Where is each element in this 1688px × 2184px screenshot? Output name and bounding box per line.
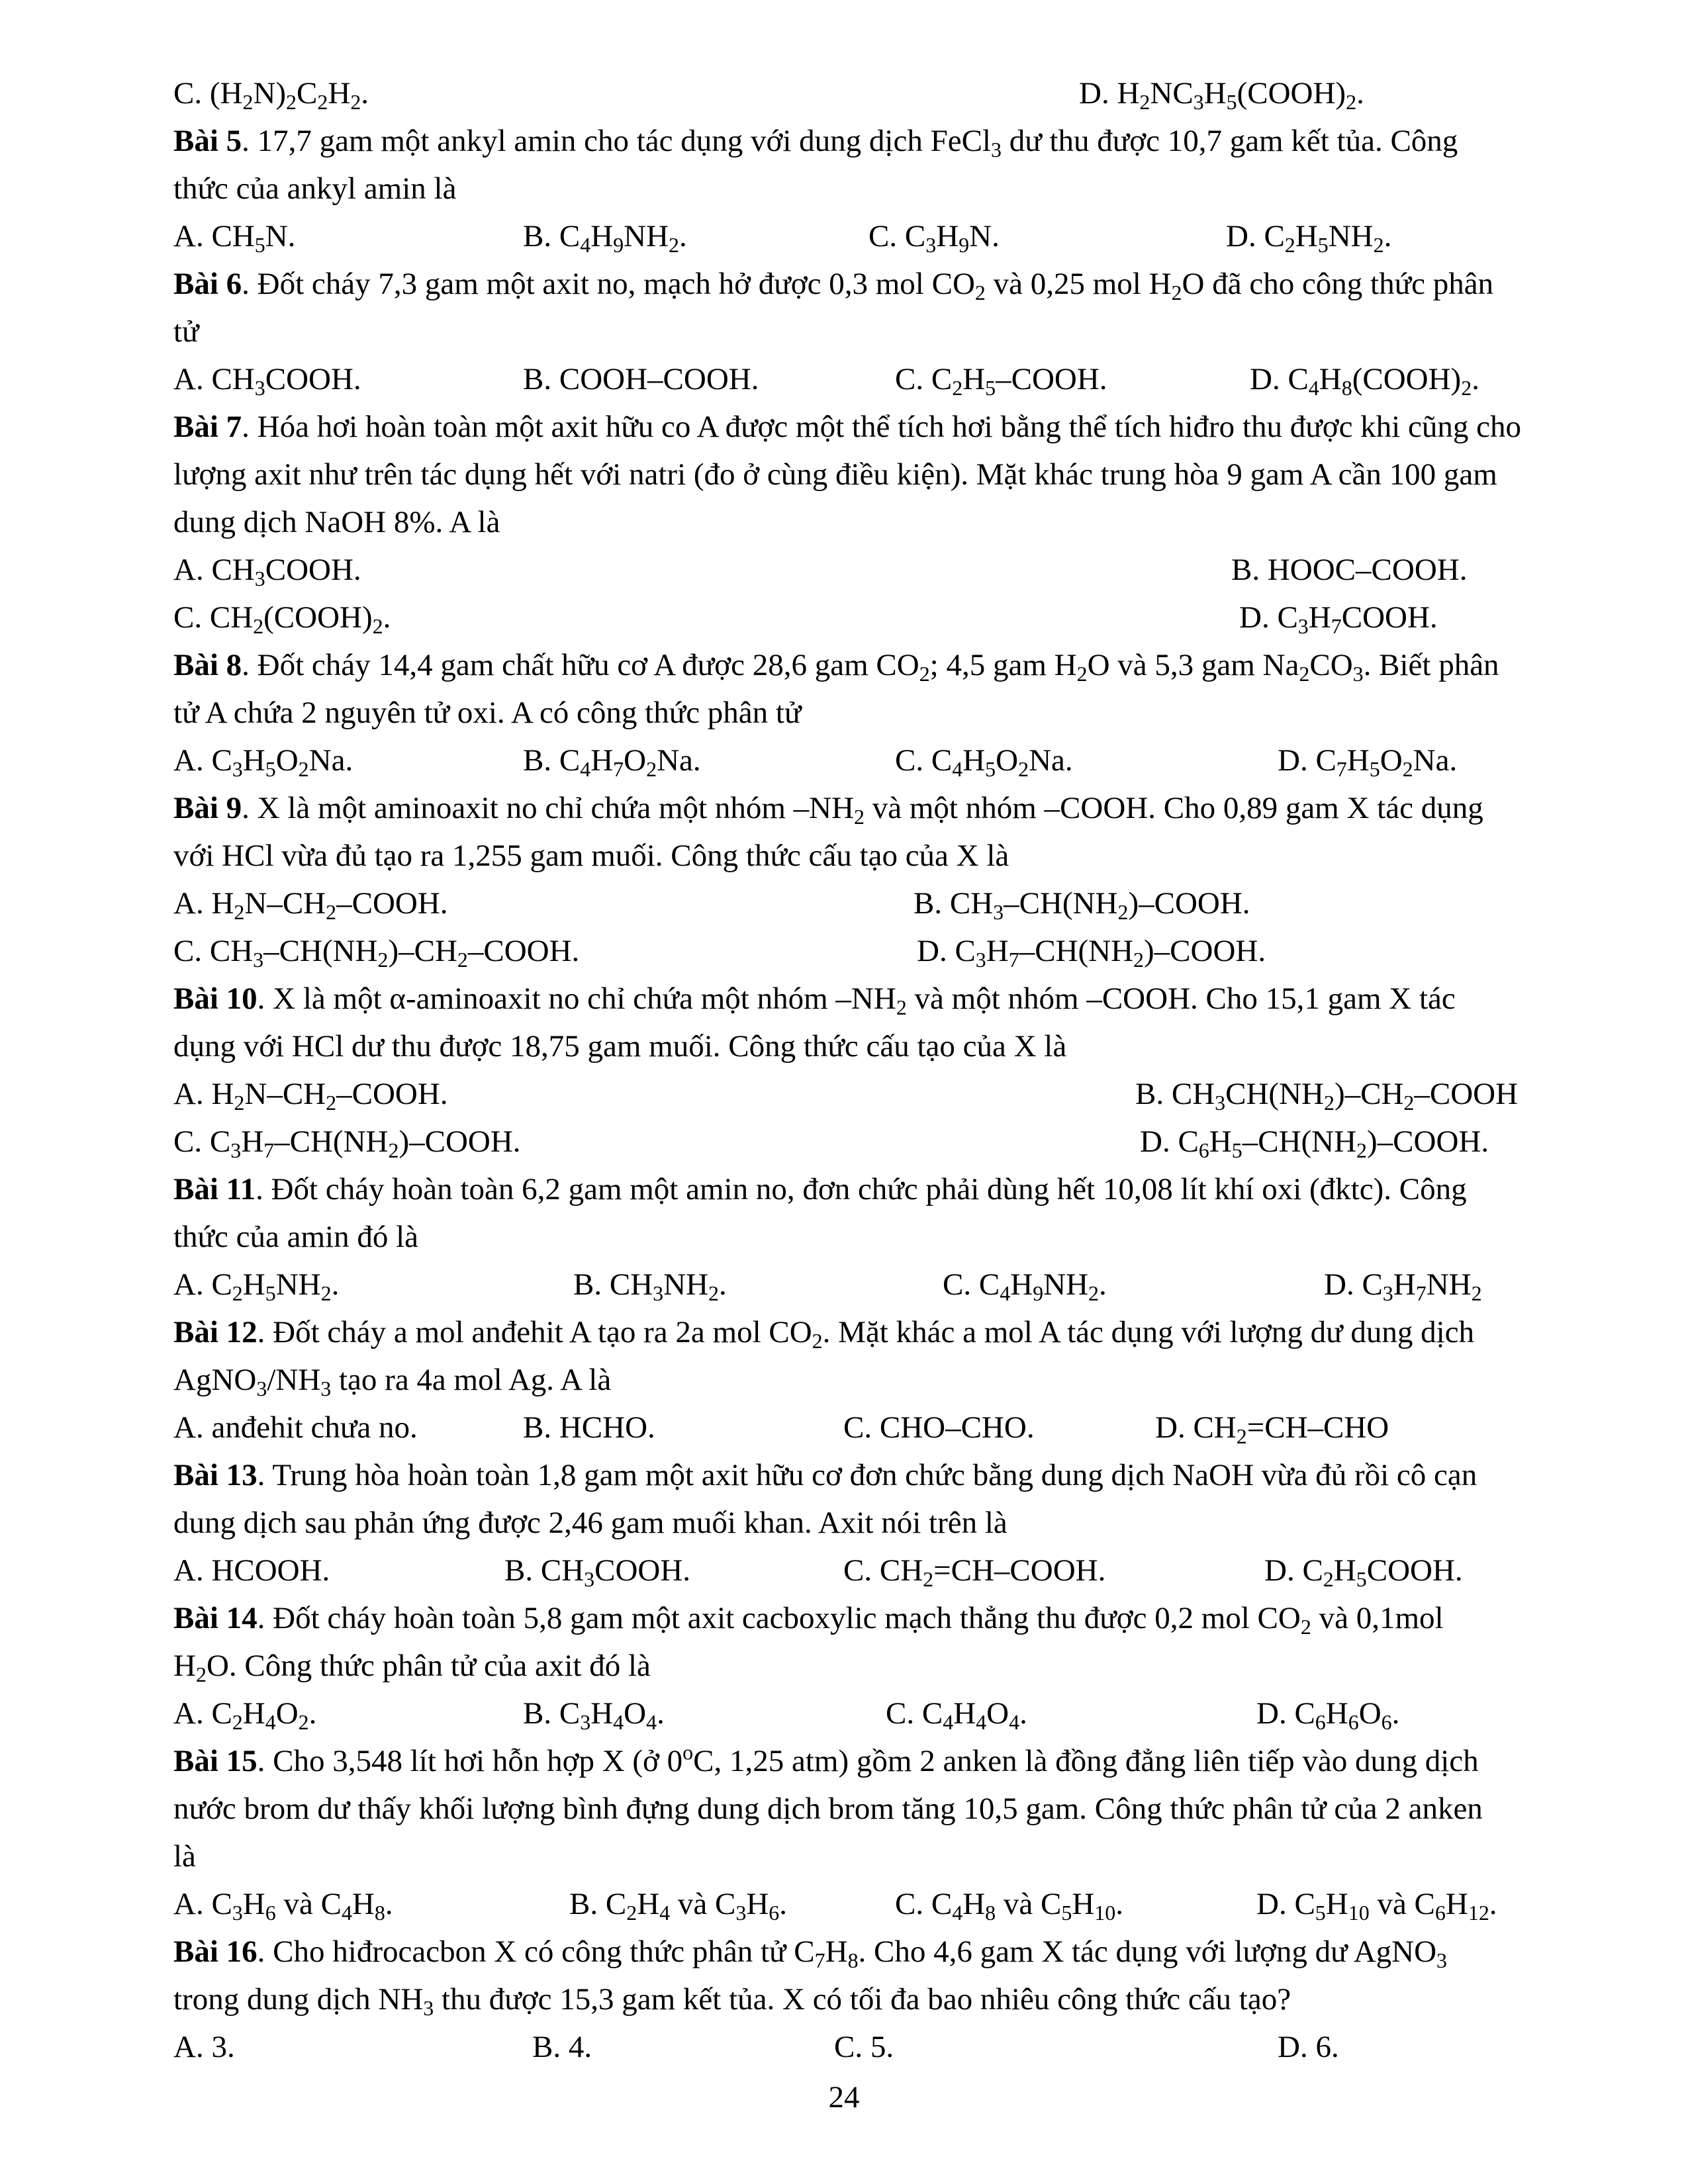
option-d: D. $C_4H_8(COOH)_2$. xyxy=(1250,362,1479,400)
option-b: B. $CH_3-CH(NH_2)$–COOH. xyxy=(914,886,1250,924)
option-a: A. $C_3H_5O_2Na$. xyxy=(173,743,353,781)
page-number: 24 xyxy=(828,2080,860,2115)
option-d: D. $C_2H_5COOH$. xyxy=(1264,1553,1463,1591)
option-d: D. $C_6H_6O_6$. xyxy=(1256,1696,1400,1734)
option-d: D. $C_3H_7-CH(NH_2)$–COOH. xyxy=(917,934,1266,972)
question-text: là xyxy=(173,1839,196,1874)
option-c: C. $C_4H_4O_4$. xyxy=(886,1696,1027,1734)
option-a: A. anđehit chưa no. xyxy=(173,1410,418,1445)
option-b: B. $CH_3COOH$. xyxy=(504,1553,691,1591)
option-b: B. $CH_3CH(NH_2)-CH_2$–COOH xyxy=(1135,1077,1519,1115)
option-c: C. $CH_2(COOH)_2$. xyxy=(173,600,391,638)
option-c: C. CHO–CHO. xyxy=(843,1410,1035,1445)
question-text: thức của amin đó là xyxy=(173,1220,419,1254)
question-text: dung dịch sau phản ứng được 2,46 gam muối khan. Axit nói trên là xyxy=(173,1506,1008,1540)
question-text: dụng với HCl dư thu được 18,75 gam muối. Công thức cấu tạo của X là xyxy=(173,1029,1067,1064)
option-d: D. $C_3H_7NH_2$ xyxy=(1324,1267,1482,1305)
option-d: D. $C_6H_5-CH(NH_2)$–COOH. xyxy=(1140,1124,1489,1162)
option-a: A. HCOOH. xyxy=(173,1553,330,1588)
question-8: Bài 8. Đốt cháy 14,4 gam chất hữu cơ A được 28,6 gam $CO_2$; 4,5 gam $H_2O$ và 5,3 gam $Na_2CO_3$. Biết phân xyxy=(173,648,1499,686)
option-c: C. $CH_3-CH(NH_2)-CH_2$–COOH. xyxy=(173,934,580,972)
option-a: A. $CH_5N$. xyxy=(173,219,296,257)
question-16: Bài 16. Cho hiđrocacbon X có công thức phân tử $C_7H_8$. Cho 4,6 gam X tác dụng với lượng dư AgNO$_3$ xyxy=(173,1934,1448,1972)
option-a: A. $C_3H_6$ và $C_4H_8$. xyxy=(173,1887,393,1925)
option-b: B. $C_2H_4$ và $C_3H_6$. xyxy=(569,1887,788,1925)
option-b: B. $C_3H_4O_4$. xyxy=(523,1696,665,1734)
option-c: C. $C_4H_9NH_2$. xyxy=(943,1267,1107,1305)
question-text: $H_2O$. Công thức phân tử của axit đó là xyxy=(173,1649,651,1686)
question-13: Bài 13. Trung hòa hoàn toàn 1,8 gam một axit hữu cơ đơn chức bằng dung dịch NaOH vừa đủ rồi cô cạn xyxy=(173,1458,1477,1492)
option-b: B. $C_4H_9NH_2$. xyxy=(523,219,687,257)
option-a: A. $CH_3COOH$. xyxy=(173,553,361,590)
option-c: C. $C_3H_7-CH(NH_2)$–COOH. xyxy=(173,1124,521,1162)
option-d: D. 6. xyxy=(1278,2030,1339,2064)
option-b: B. HOOC–COOH. xyxy=(1231,553,1468,587)
question-11: Bài 11. Đốt cháy hoàn toàn 6,2 gam một amin no, đơn chức phải dùng hết 10,08 lít khí oxi (đktc). Công xyxy=(173,1172,1467,1206)
option-d: D. $CH_2=CH$–CHO xyxy=(1155,1410,1389,1448)
option-b: B. $CH_3NH_2$. xyxy=(573,1267,727,1305)
option-a: A. $CH_3COOH$. xyxy=(173,362,361,400)
option-b: B. COOH–COOH. xyxy=(523,362,759,396)
question-text: trong dung dịch $NH_3$ thu được 15,3 gam kết tủa. X có tối đa bao nhiêu công thức cấu tạo? xyxy=(173,1982,1291,2020)
option-a: A. 3. xyxy=(173,2030,235,2064)
question-15: Bài 15. Cho 3,548 lít hơi hỗn hợp X (ở 0$^o$C, 1,25 atm) gồm 2 anken là đồng đẳng liên tiếp vào dung dịch xyxy=(173,1741,1479,1778)
question-9: Bài 9. X là một aminoaxit no chỉ chứa một nhóm $-NH_2$ và một nhóm –COOH. Cho 0,89 gam X tác dụng xyxy=(173,791,1483,829)
option-c: C. $(H_2N)_2C_2H_2$. xyxy=(173,76,369,114)
question-12: Bài 12. Đốt cháy a mol anđehit A tạo ra 2a mol $CO_2$. Mặt khác a mol A tác dụng với lượng dư dung dịch xyxy=(173,1315,1475,1353)
option-c: C. $C_4H_5O_2Na$. xyxy=(895,743,1073,781)
option-d: D. $H_2NC_3H_5(COOH)_2$. xyxy=(1079,76,1364,114)
option-a: A. $C_2H_4O_2$. xyxy=(173,1696,317,1734)
option-d: D. $C_5H_{10}$ và $C_6H_{12}$. xyxy=(1256,1887,1497,1925)
question-14: Bài 14. Đốt cháy hoàn toàn 5,8 gam một axit cacboxylic mạch thẳng thu được 0,2 mol $CO_2$ và 0,1mol xyxy=(173,1601,1444,1639)
question-text: lượng axit như trên tác dụng hết với natri (đo ở cùng điều kiện). Mặt khác trung hòa 9 gam A cần 100 gam xyxy=(173,457,1497,492)
question-text: tử A chứa 2 nguyên tử oxi. A có công thức phân tử xyxy=(173,696,802,730)
question-10: Bài 10. X là một α-aminoaxit no chỉ chứa một nhóm $-NH_2$ và một nhóm –COOH. Cho 15,1 gam X tác xyxy=(173,981,1456,1019)
question-6: Bài 6. Đốt cháy 7,3 gam một axit no, mạch hở được 0,3 mol $CO_2$ và 0,25 mol $H_2O$ đã cho công thức phân xyxy=(173,267,1494,304)
question-text: tử xyxy=(173,314,199,349)
option-b: B. 4. xyxy=(532,2030,592,2064)
option-d: D. $C_2H_5NH_2$. xyxy=(1226,219,1392,257)
question-text: $AgNO_3/NH_3$ tạo ra 4a mol Ag. A là xyxy=(173,1363,612,1400)
question-5: Bài 5. 17,7 gam một ankyl amin cho tác dụng với dung dịch FeCl$_3$ dư thu được 10,7 gam kết tủa. Công xyxy=(173,124,1458,161)
question-7: Bài 7. Hóa hơi hoàn toàn một axit hữu co A được một thể tích hơi bằng thể tích hiđro thu được khi cũng cho xyxy=(173,410,1521,444)
question-text: thức của ankyl amin là xyxy=(173,171,457,206)
option-c: C. $C_3H_9N$. xyxy=(868,219,1000,257)
question-text: với HCl vừa đủ tạo ra 1,255 gam muối. Công thức cấu tạo của X là xyxy=(173,839,1009,873)
question-text: dung dịch NaOH 8%. A là xyxy=(173,505,500,539)
option-b: B. $C_4H_7O_2Na$. xyxy=(523,743,701,781)
option-a: A. $H_2N-CH_2$–COOH. xyxy=(173,1077,448,1115)
option-b: B. HCHO. xyxy=(523,1410,655,1445)
option-c: C. $CH_2=CH$–COOH. xyxy=(843,1553,1106,1591)
option-c: C. $C_2H_5$–COOH. xyxy=(895,362,1107,400)
option-d: D. $C_7H_5O_2Na$. xyxy=(1278,743,1458,781)
option-d: D. $C_3H_7COOH$. xyxy=(1239,600,1438,638)
option-c: C. $C_4H_8$ và $C_5H_{10}$. xyxy=(895,1887,1123,1925)
option-c: C. 5. xyxy=(834,2030,894,2064)
question-text: nước brom dư thấy khối lượng bình đựng dung dịch brom tăng 10,5 gam. Công thức phân tử của 2 anken xyxy=(173,1792,1483,1826)
option-a: A. $C_2H_5NH_2$. xyxy=(173,1267,340,1305)
option-a: A. $H_2N-CH_2$–COOH. xyxy=(173,886,448,924)
